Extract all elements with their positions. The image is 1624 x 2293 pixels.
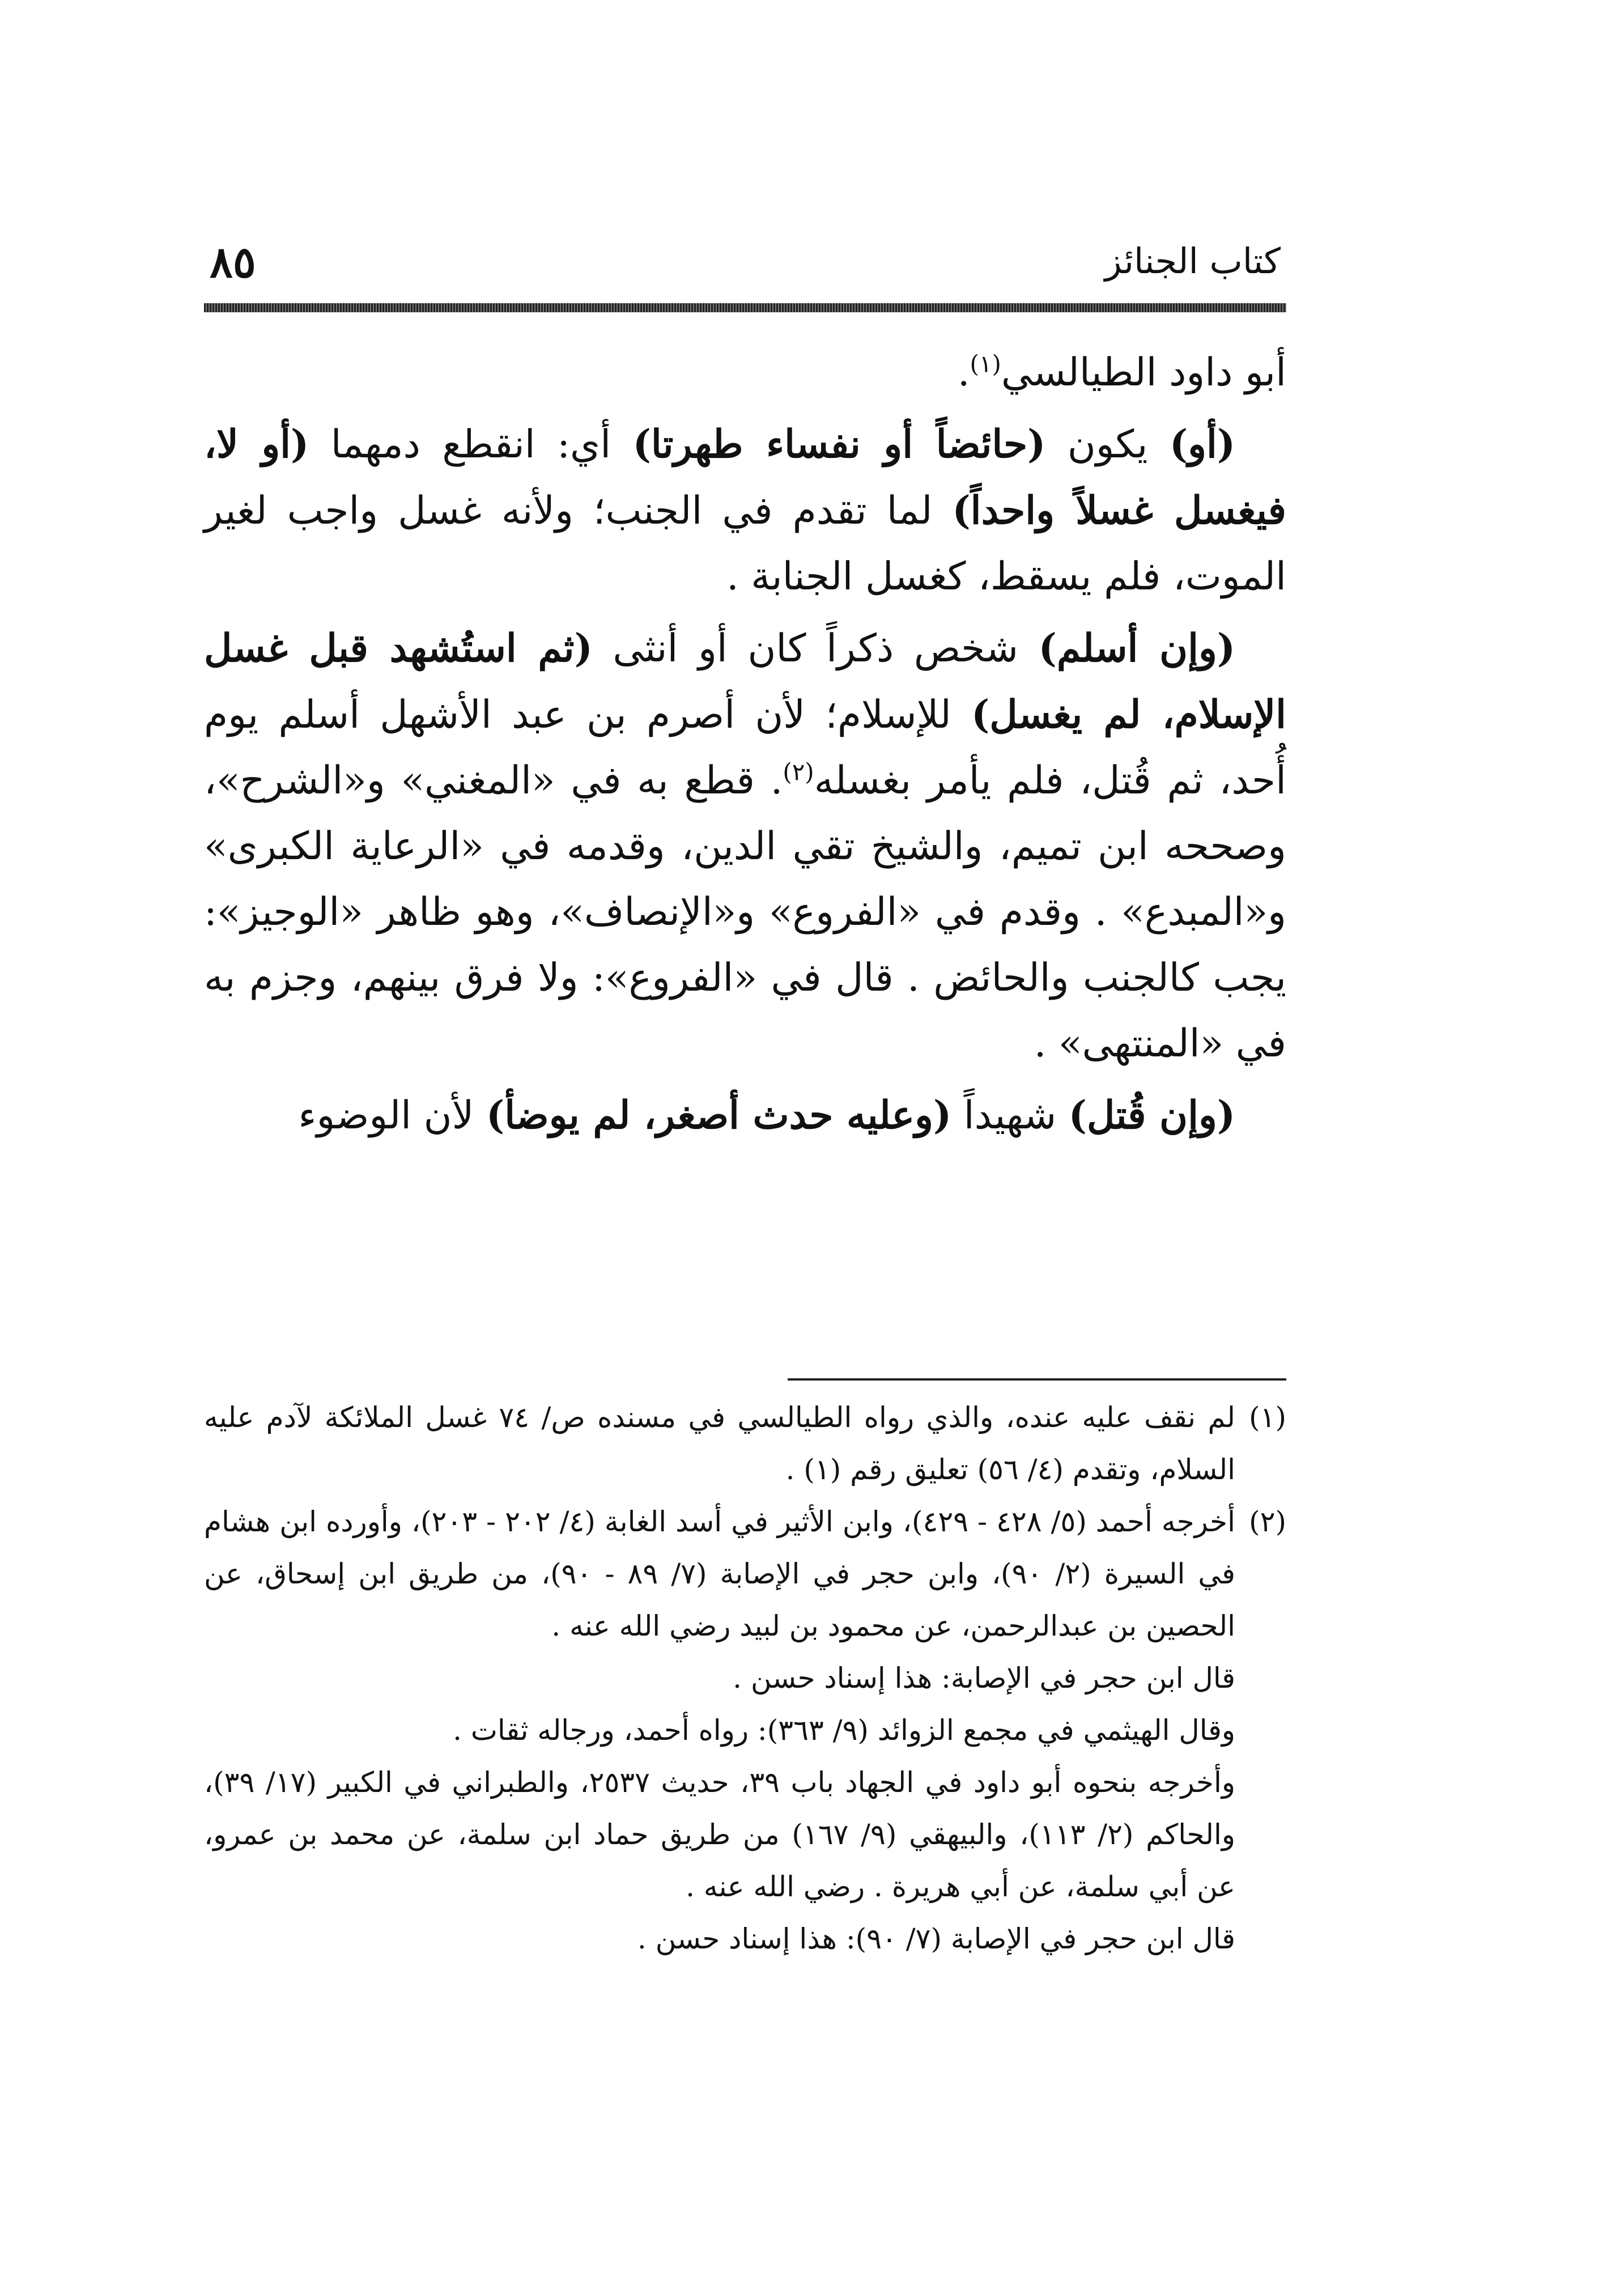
text-run: للإسلام؛ لأن أصرم بن عبد الأشهل أسلم يوم أُحد، ثم قُتل، فلم يأمر بغسله bbox=[204, 693, 1286, 803]
footnote-2 bbox=[204, 1496, 1286, 1965]
matn-text: (ثم استُشهد قبل غسل الإسلام، لم يغسل) bbox=[204, 626, 1286, 737]
matn-text: (وعليه حدث أصغر، لم يوضأ) bbox=[486, 1093, 952, 1138]
footnote-line: وقال الهيثمي في مجمع الزوائد (٩/ ٣٦٣): رواه أحمد، ورجاله ثقات . bbox=[453, 1714, 1235, 1747]
footnote-body bbox=[204, 1391, 1235, 1496]
footnote-line: وأخرجه بنحوه أبو داود في الجهاد باب ٣٩، حديث ٢٥٣٧، والطبراني في الكبير (١٧/ ٣٩)، والحاكم (٢/ ١١٣)، والبيهقي (٩/ ١٦٧) من طريق حماد ابن سلمة، عن محمد بن عمرو، عن أبي سلمة، عن أبي هريرة . رضي الله عنه . bbox=[204, 1766, 1235, 1903]
main-text bbox=[204, 340, 1286, 1154]
text-run: شخص ذكراً كان أو أنثى bbox=[592, 626, 1039, 671]
text-run: . قطع به في «المغني» و«الشرح»، وصححه ابن تميم، والشيخ تقي الدين، وقدمه في «الرعاية الكبرى» و«المبدع» . وقدم في «الفروع» و«الإنصاف»، وهو ظاهر «الوجيز»: يجب كالجنب والحائض . قال في «الفروع»: ولا فرق بينهم، وجزم به في «المنتهى» . bbox=[204, 758, 1286, 1066]
footnote-separator bbox=[788, 1378, 1286, 1381]
footnote-ref: (٢) bbox=[783, 758, 814, 786]
footnote-line: قال ابن حجر في الإصابة (٧/ ٩٠): هذا إسناد حسن . bbox=[637, 1922, 1235, 1955]
paragraph-4 bbox=[204, 1082, 1286, 1149]
matn-text: (أو) bbox=[1169, 422, 1236, 467]
paragraph-1 bbox=[204, 340, 1286, 406]
paragraph-3 bbox=[204, 615, 1286, 1077]
footnotes bbox=[204, 1391, 1286, 1965]
footnote-number: (٢) bbox=[1249, 1505, 1286, 1538]
footnote-number: (١) bbox=[1249, 1401, 1286, 1434]
text-run: يكون bbox=[1045, 422, 1170, 467]
paragraph-2 bbox=[204, 411, 1286, 610]
footnote-body bbox=[204, 1496, 1235, 1965]
matn-text: (وإن قُتل) bbox=[1068, 1093, 1235, 1138]
header-rule bbox=[204, 303, 1286, 312]
footnote-line: لم نقف عليه عنده، والذي رواه الطيالسي في مسنده ص/ ٧٤ غسل الملائكة لآدم عليه السلام، وتقدم (٤/ ٥٦) تعليق رقم (١) . bbox=[204, 1401, 1235, 1486]
page-number: ٨٥ bbox=[210, 237, 256, 287]
page-header bbox=[204, 232, 1286, 295]
text-run: لما تقدم في الجنب؛ ولأنه غسل واجب لغير الموت، فلم يسقط، كغسل الجنابة . bbox=[204, 489, 1286, 599]
text-run: أبو داود الطيالسي bbox=[1001, 350, 1286, 395]
matn-text: (حائضاً أو نفساء طهرتا) bbox=[632, 422, 1046, 467]
footnote-1 bbox=[204, 1391, 1286, 1496]
text-run: لأن الوضوء bbox=[298, 1093, 487, 1138]
footnote-line: قال ابن حجر في الإصابة: هذا إسناد حسن . bbox=[733, 1662, 1235, 1695]
footnote-ref: (١) bbox=[970, 350, 1001, 378]
footnote-line: أخرجه أحمد (٥/ ٤٢٨ - ٤٢٩)، وابن الأثير في أسد الغابة (٤/ ٢٠٢ - ٢٠٣)، وأورده ابن هشام في السيرة (٢/ ٩٠)، وابن حجر في الإصابة (٧/ ٨٩ - ٩٠)، من طريق ابن إسحاق، عن الحصين بن عبدالرحمن، عن محمود بن لبيد رضي الله عنه . bbox=[204, 1505, 1236, 1642]
matn-text: (أو لا، فيغسل غسلاً واحداً) bbox=[204, 422, 1286, 533]
matn-text: (وإن أسلم) bbox=[1038, 626, 1235, 671]
text-run: . bbox=[957, 350, 970, 395]
text-run: أي: انقطع دمهما bbox=[309, 422, 633, 467]
text-run: شهيداً bbox=[951, 1093, 1069, 1138]
running-title: كتاب الجنائز bbox=[1104, 240, 1281, 282]
